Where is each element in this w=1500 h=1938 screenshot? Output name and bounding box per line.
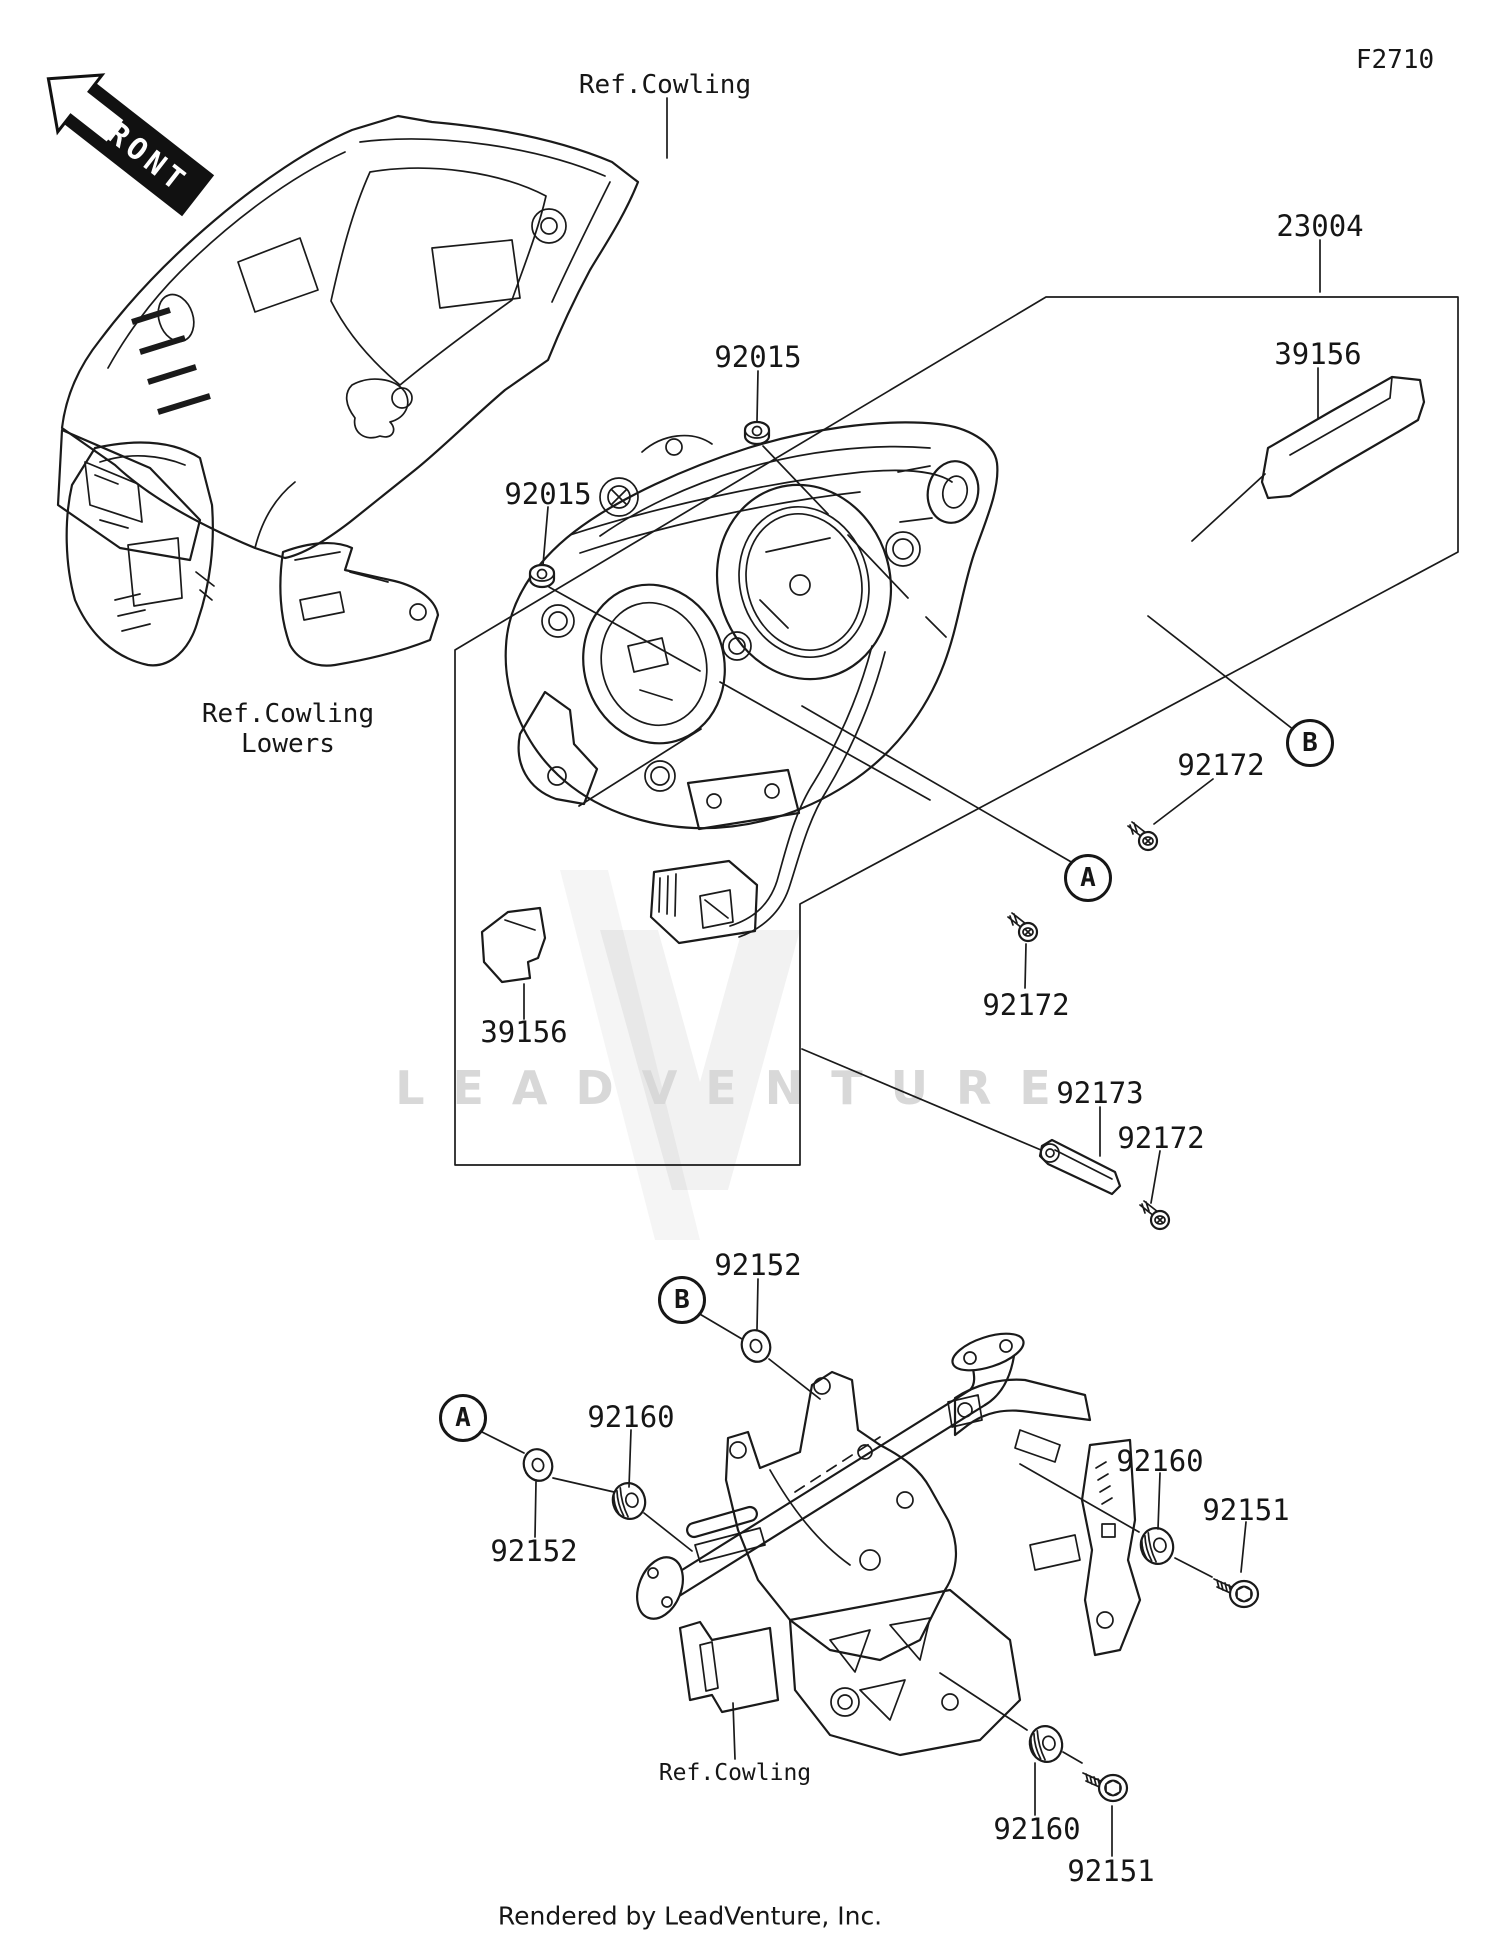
part-label-92152-b: 92152 <box>714 1248 802 1282</box>
ref-cowling-bottom-label: Ref.Cowling <box>658 1760 812 1786</box>
part-label-39156-left: 39156 <box>480 1015 568 1049</box>
callout-circle-b-upper: B <box>1286 719 1334 767</box>
rendered-by-footer: Rendered by LeadVenture, Inc. <box>497 1901 883 1931</box>
grommet-92160-right <box>1137 1524 1177 1567</box>
part-label-92015-upper: 92015 <box>714 340 802 374</box>
callout-circle-a-lower: A <box>439 1394 487 1442</box>
bolt-92151-bottom <box>1083 1773 1127 1801</box>
screw-92172-right <box>1128 822 1157 850</box>
part-label-92172-middle: 92172 <box>982 988 1070 1022</box>
part-label-92151-right: 92151 <box>1202 1493 1290 1527</box>
ref-cowling-top-label: Ref.Cowling <box>578 70 752 100</box>
callout-circle-b-lower: B <box>658 1276 706 1324</box>
front-label: FRONT <box>82 101 195 201</box>
front-arrow-icon <box>26 50 220 224</box>
ref-cowling-lowers-label <box>202 700 374 760</box>
part-label-92160-bottom: 92160 <box>993 1812 1081 1846</box>
ref-cowling-lowers-line2: Lowers <box>241 729 335 759</box>
shim-right-drawing <box>1262 377 1424 498</box>
ref-cowling-lowers-line1: Ref.Cowling <box>201 699 375 730</box>
part-label-92160-right: 92160 <box>1116 1444 1204 1478</box>
grommet-92160-bottom <box>1026 1722 1066 1765</box>
shim-left-drawing <box>482 908 545 982</box>
part-label-39156-right: 39156 <box>1274 337 1362 371</box>
part-label-92152-a: 92152 <box>490 1534 578 1568</box>
callout-circle-a-upper: A <box>1064 854 1112 902</box>
part-label-92015-lower: 92015 <box>504 477 592 511</box>
nut-92015-upper <box>745 422 769 444</box>
cowling-lowers-drawing <box>67 443 438 666</box>
watermark-text: LEADVENTURE <box>395 1061 1079 1115</box>
part-label-92172-damper: 92172 <box>1117 1121 1205 1155</box>
figure-code: F2710 <box>1355 45 1435 75</box>
part-label-92151-bottom: 92151 <box>1067 1854 1155 1888</box>
part-label-92173: 92173 <box>1056 1076 1144 1110</box>
bolt-92151-right <box>1214 1579 1258 1607</box>
screw-92172-damper <box>1140 1201 1169 1229</box>
leadventure-watermark <box>395 870 1079 1240</box>
washer-92152-a <box>519 1445 556 1485</box>
part-label-23004: 23004 <box>1276 209 1364 243</box>
screw-92172-middle <box>1008 913 1037 941</box>
damper-drawing <box>1040 1140 1120 1194</box>
nut-92015-lower <box>530 565 554 587</box>
part-label-92160-left: 92160 <box>587 1400 675 1434</box>
part-label-92172-right: 92172 <box>1177 748 1265 782</box>
lower-bracket-drawing <box>629 1326 1140 1755</box>
